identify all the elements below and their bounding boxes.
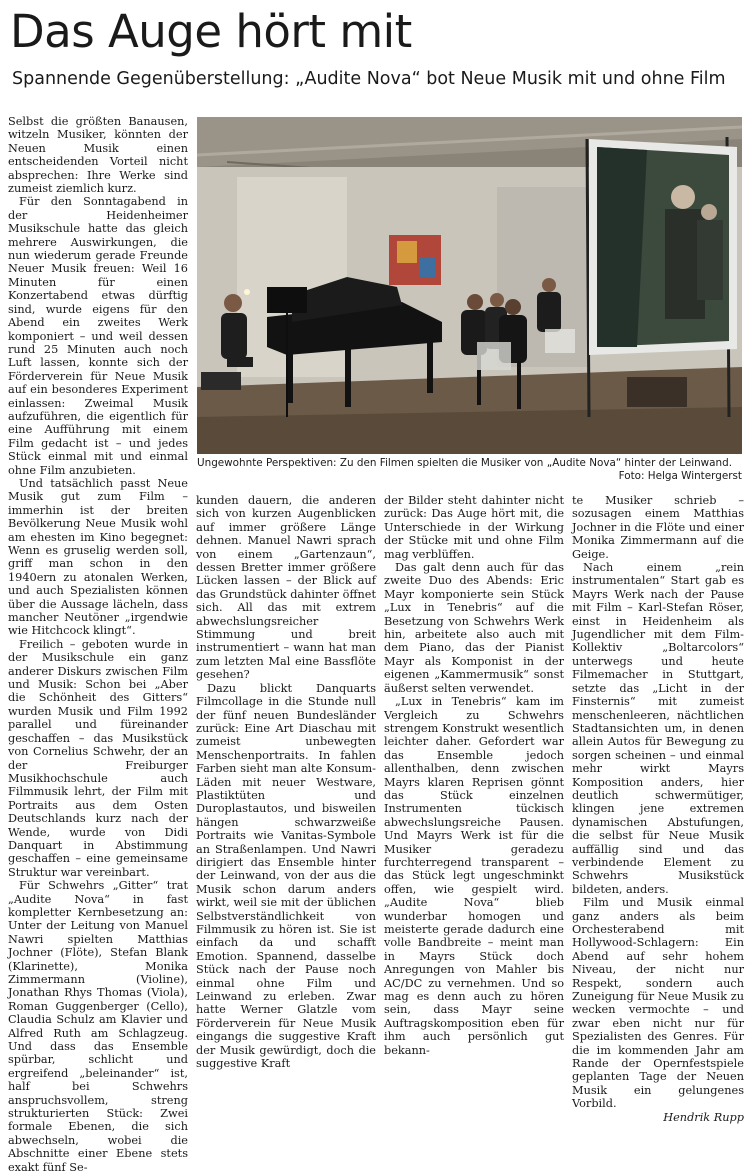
paragraph: Und tatsächlich passt Neue Musik gut zum Film – immerhin ist der breiten Bevölkerung Neue Musik wohl am ehesten im Kino begegnet: Wenn es gruselig werden soll, griff man schon in den 1940ern zu atonalen Werken, und auch Spezialisten können über die Aussage lächeln, dass mancher Neutöner „irgendwie wie Hitchcock klingt“. xyxy=(8,476,188,638)
photo-credit: Foto: Helga Wintergerst xyxy=(618,469,742,482)
paragraph: kunden dauern, die anderen sich von kurzen Augenblicken auf immer größere Länge dehnen. Manuel Nawri sprach von einem „Gartenzaun“, dessen Bretter immer größere Lücken lassen – der Blick auf das Grundstück dahinter öffnet sich. All das mit extrem abwechslungsreicher Stimmung und breit instrumentiert – wann hat man zum letzten Mal eine Bassflöte gesehen? xyxy=(196,494,376,682)
paragraph: Für Schwehrs „Gitter“ trat „Audite Nova“ in fast kompletter Kernbesetzung an: Unter der Leitung von Manuel Nawri spielten Matthias Jochner (Flöte), Stefan Blank (Klarinette), Monika Zimmermann (Violine), Jonathan Rhys Thomas (Viola), Roman Guggenberger (Cello), Claudia Schulz am Klavier und Alfred Ruth am Schlagzeug. Und dass das Ensemble spürbar, schlicht und ergreifend „beleinander“ ist, half bei Schwehrs anspruchsvollem, streng strukturierten Stück: Zwei formale Ebenen, die sich abwechseln, wobei die Abschnitte einer Ebene stets exakt fünf Se- xyxy=(8,879,188,1174)
paragraph: Für den Sonntagabend in der Heidenheimer Musikschule hatte das gleich mehrere Auswirkungen, die nun wiederum gerade Freunde Neuer Musik freuen: Weil 16 Minuten für einen Konzertabend etwas dürftig sind, wurde eigens für den Abend ein zweites Werk komponiert – und weil dessen rund 25 Minuten auch noch Luft lassen, konnte sich der Förderverein für Neue Musik auf ein besonderes Experiment einlassen: Zweimal Musik aufzuführen, die eigentlich für eine Aufführung mit einem Film gedacht ist – und jedes Stück einmal mit und einmal ohne Film anzubieten. xyxy=(8,195,188,477)
article-column-1 xyxy=(8,115,188,1174)
paragraph: Das galt denn auch für das zweite Duo des Abends: Eric Mayr komponierte sein Stück „Lux in Tenebris“ auf die Besetzung von Schwehrs Werk hin, arbeitete also auch mit dem Piano, das der Pianist Mayr als Komponist in der eigenen „Kammermusik“ sonst äußerst selten verwendet. xyxy=(384,561,564,695)
photo-caption: Ungewohnte Perspektiven: Zu den Filmen spielten die Musiker von „Audite Nova“ hinter der Leinwand. xyxy=(197,457,733,469)
paragraph: „Lux in Tenebris“ kam im Vergleich zu Schwehrs strengem Konstrukt wesentlich leichter daher. Gefordert war das Ensemble jedoch allenthalben, denn zwischen Mayrs klaren Reprisen gönnt das Stück einzelnen Instrumenten tückisch abwechslungsreiche Pausen. Und Mayrs Werk ist für die Musiker geradezu furchterregend transparent – das Stück legt ungeschminkt offen, wie gespielt wird. „Audite Nova“ blieb wunderbar homogen und meisterte gerade dadurch eine volle Bandbreite – meint man in Mayrs Stück doch Anregungen von Mahler bis AC/DC zu vernehmen. Und so mag es denn auch zu hören sein, dass Mayr seine Auftragskomposition eben für ihm auch persönlich gut bekann- xyxy=(384,695,564,1057)
author-byline: Hendrik Rupp xyxy=(663,1110,744,1124)
article-column-3 xyxy=(384,494,564,1057)
photo-caption-block xyxy=(197,457,742,482)
paragraph: Selbst die größten Banausen, witzeln Musiker, könnten der Neuen Musik einen entscheidenden Vorteil nicht absprechen: Ihre Werke sind zumeist ziemlich kurz. xyxy=(8,115,188,196)
headline: Das Auge hört mit xyxy=(10,5,412,58)
article-column-2 xyxy=(196,494,376,1071)
subheadline: Spannende Gegenüberstellung: „Audite Nova“ bot Neue Musik mit und ohne Film xyxy=(12,69,726,89)
paragraph: Dazu blickt Danquarts Filmcollage in die Stunde null der fünf neuen Bundesländer zurück: Eine Art Diaschau mit zumeist unbewegten Menschenportraits. In fahlen Farben sieht man alte Konsum-Läden mit neuer Westware, Plastiktüten und Duroplastautos, und bisweilen hängen schwarzweiße Portraits wie Vanitas-Symbole an Straßenlampen. Und Nawri dirigiert das Ensemble hinter der Leinwand, von der aus die Musik schon darum anders wirkt, weil sie mit der üblichen Selbstverständlichkeit von Filmmusik zu hören ist. Sie ist einfach da und schafft Emotion. Spannend, dasselbe Stück nach der Pause noch einmal ohne Film und Leinwand zu erleben. Zwar hatte Werner Glatzle vom Förderverein für Neue Musik eingangs die suggestive Kraft der Musik gewürdigt, doch die suggestive Kraft xyxy=(196,681,376,1071)
paragraph: Film und Musik einmal ganz anders als beim Orchesterabend mit Hollywood-Schlagern: Ein Abend auf sehr hohem Niveau, der nicht nur Respekt, sondern auch Zuneigung für Neue Musik zu wecken vermochte – und zwar eben nicht nur für Spezialisten des Genres. Für die im kommenden Jahr am Rande der Opernfestspiele geplanten Tage der Neuen Musik ein gelungenes Vorbild. xyxy=(572,896,744,1111)
concert-photo xyxy=(197,117,742,454)
paragraph: Freilich – geboten wurde in der Musikschule ein ganz anderer Diskurs zwischen Film und Musik: Schon bei „Aber die Schönheit des Gitters“ wurden Musik und Film 1992 parallel und füreinander geschaffen – das Musikstück von Cornelius Schwehr, der an der Freiburger Musikhochschule auch Filmmusik lehrt, der Film mit Portraits aus dem Osten Deutschlands kurz nach der Wende, wurde von Didi Danquart in Abstimmung geschaffen – eine gemeinsame Struktur war vereinbart. xyxy=(8,637,188,879)
paragraph: te Musiker schrieb – sozusagen einem Matthias Jochner in die Flöte und einer Monika Zimmermann auf die Geige. xyxy=(572,494,744,561)
article-column-4 xyxy=(572,494,744,1124)
paragraph: der Bilder steht dahinter nicht zurück: Das Auge hört mit, die Unterschiede in der Wirkung der Stücke mit und ohne Film mag verblüffen. xyxy=(384,494,564,561)
paragraph: Nach einem „rein instrumentalen“ Start gab es Mayrs Werk nach der Pause mit Film – Karl-Stefan Röser, einst in Heidenheim als Jugendlicher mit dem Film-Kollektiv „Boltarcolors“ unterwegs und heute Filmemacher in Stuttgart, setzte das „Licht in der Finsternis“ mit zumeist menschenleeren, nächtlichen Stadtansichten um, in denen allein Autos für Bewegung zu sorgen scheinen – und einmal mehr wirkt Mayrs Komposition anders, hier deutlich schwermütiger, klingen jene extremen dynamischen Abstufungen, die selbst für Neue Musik auffällig sind und das verbindende Element zu Schwehrs Musikstück bildeten, anders. xyxy=(572,561,744,896)
